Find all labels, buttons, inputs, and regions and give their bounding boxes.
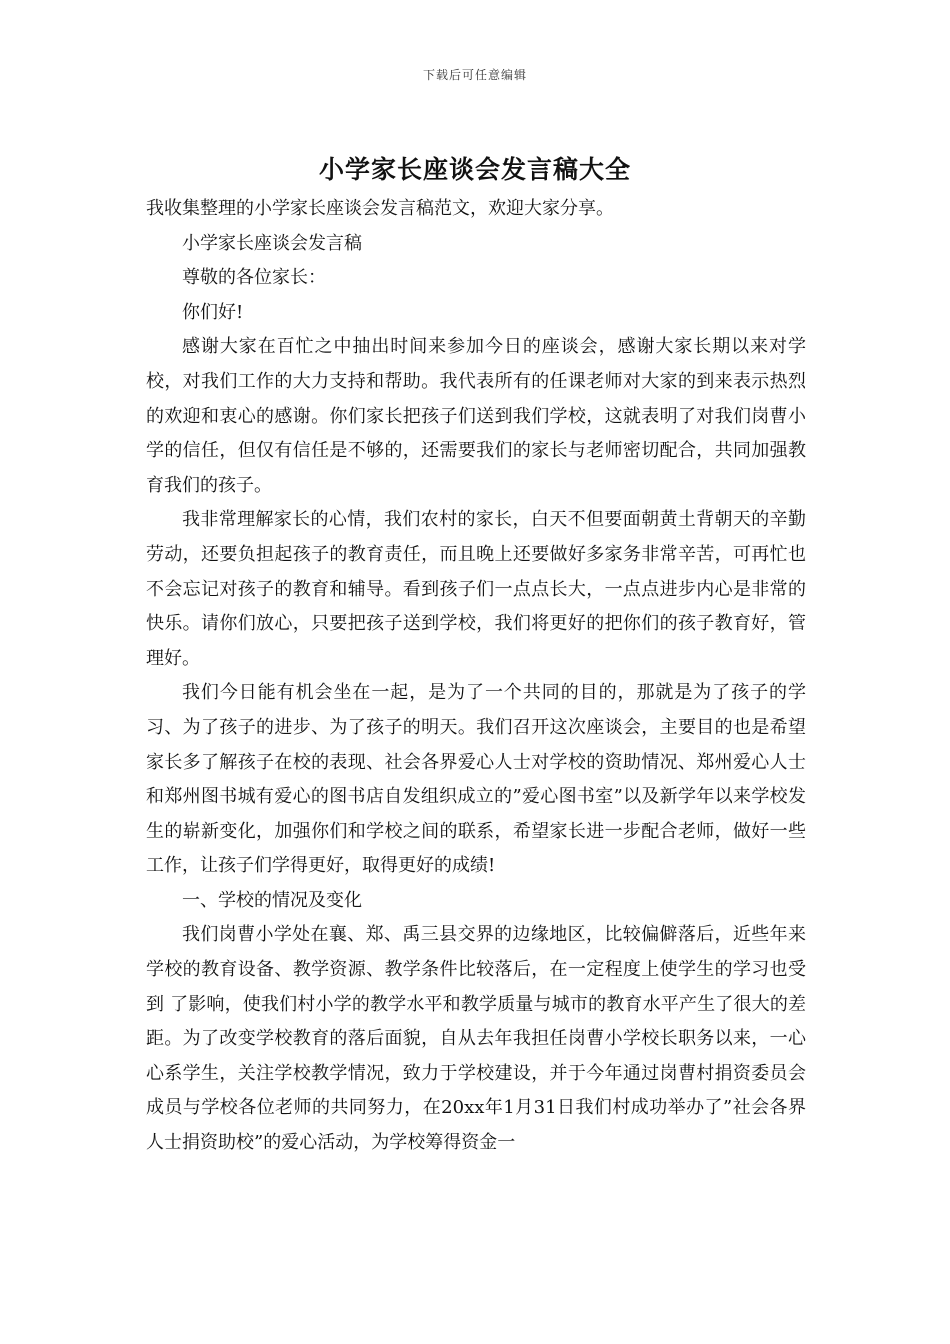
body-paragraph: 我们今日能有机会坐在一起，是为了一个共同的目的，那就是为了孩子的学习、为了孩子的进步、为了孩子的明天。我们召开这次座谈会，主要目的也是希望家长多了解孩子在校的表现、社会各界爱心人士对学校的资助情况、郑州爱心人士和郑州图书城有爱心的图书店自发组织成立的”爱心图书室”以及新学年以来学校发生的崭新变化，加强你们和学校之间的联系，希望家长进一步配合老师，做好一些工作，让孩子们学得更好，取得更好的成绩! xyxy=(146,682,806,877)
body-paragraph: 我们岗曹小学处在襄、郑、禹三县交界的边缘地区，比较偏僻落后，近些年来学校的教育设备、教学资源、教学条件比较落后，在一定程度上使学生的学习也受到 了影响，使我们村小学的教学水平和教学质量与城市的教育水平产生了很大的差距。为了改变学校教育的落后面貌，自从去年我担任岗曹小学校长职务以来，一心心系学生，关注学校教学情况，致力于学校建设，并于今年通过岗曹村捐资委员会成员与学校各位老师的共同努力，在20xx年1月31日我们村成功举办了”社会各界人士捐资助校”的爱心活动，为学校筹得资金一 xyxy=(146,924,806,1154)
body-paragraph: 我非常理解家长的心情，我们农村的家长，白天不但要面朝黄土背朝天的辛勤劳动，还要负担起孩子的教育责任，而且晚上还要做好多家务非常辛苦，可再忙也不会忘记对孩子的教育和辅导。看到孩子们一点点长大，一点点进步内心是非常的快乐。请你们放心，只要把孩子送到学校，我们将更好的把你们的孩子教育好，管理好。 xyxy=(146,509,806,669)
intro-paragraph: 我收集整理的小学家长座谈会发言稿范文，欢迎大家分享。 xyxy=(146,198,614,219)
page-header-note: 下载后可任意编辑 xyxy=(422,68,527,82)
section-heading: 一、学校的情况及变化 xyxy=(182,889,362,911)
speech-subtitle: 小学家长座谈会发言稿 xyxy=(182,232,362,254)
document-title: 小学家长座谈会发言稿大全 xyxy=(318,155,631,184)
document-body xyxy=(146,192,806,1161)
greeting: 你们好! xyxy=(182,301,244,323)
salutation: 尊敬的各位家长： xyxy=(182,267,326,289)
body-paragraph: 感谢大家在百忙之中抽出时间来参加今日的座谈会，感谢大家长期以来对学校，对我们工作的大力支持和帮助。我代表所有的任课老师对大家的到来表示热烈的欢迎和衷心的感谢。你们家长把孩子们送到我们学校，这就表明了对我们岗曹小学的信任，但仅有信任是不够的，还需要我们的家长与老师密切配合，共同加强教育我们的孩子。 xyxy=(146,336,806,496)
